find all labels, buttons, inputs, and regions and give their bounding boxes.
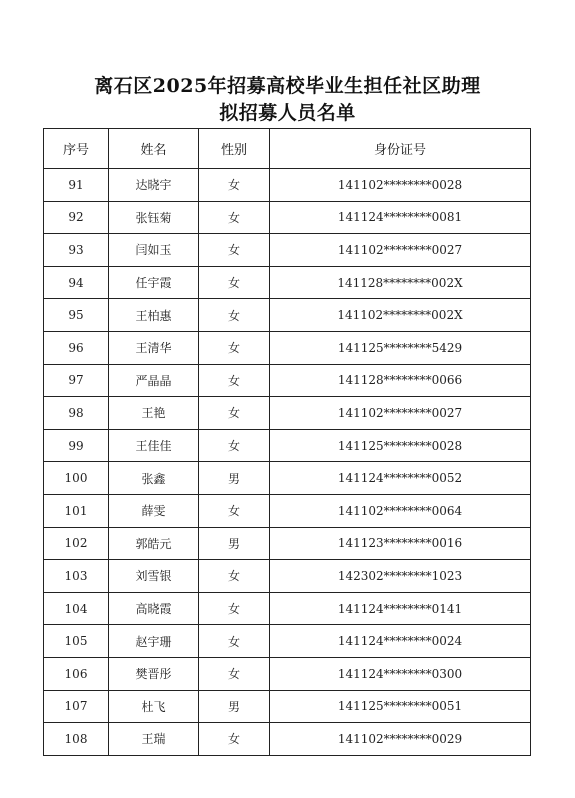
cell-gender: 女 [199,397,270,430]
table-row [44,429,531,462]
table-row [44,494,531,527]
cell-name: 王艳 [109,397,199,430]
cell-id-number: 141124********0081 [270,201,531,234]
cell-gender: 女 [199,234,270,267]
cell-name: 刘雪银 [109,560,199,593]
cell-name: 任宇霞 [109,266,199,299]
cell-id-number: 141124********0024 [270,625,531,658]
table-row [44,234,531,267]
header-name: 姓名 [109,129,199,169]
cell-serial-number: 108 [44,723,109,756]
cell-gender: 女 [199,723,270,756]
cell-id-number: 141102********0064 [270,494,531,527]
table-row [44,723,531,756]
header-id-number: 身份证号 [270,129,531,169]
cell-id-number: 142302********1023 [270,560,531,593]
cell-serial-number: 92 [44,201,109,234]
cell-id-number: 141125********0051 [270,690,531,723]
table-body [44,169,531,756]
document-title: 离石区2025年招募高校毕业生担任社区助理 [94,75,481,97]
cell-name: 郭皓元 [109,527,199,560]
table-row [44,397,531,430]
cell-name: 王瑞 [109,723,199,756]
cell-name: 赵宇珊 [109,625,199,658]
table-row [44,299,531,332]
table-row [44,625,531,658]
cell-id-number: 141128********002X [270,266,531,299]
table-header-row [44,129,531,169]
table-row [44,592,531,625]
cell-id-number: 141102********002X [270,299,531,332]
cell-serial-number: 102 [44,527,109,560]
table-row [44,201,531,234]
cell-serial-number: 99 [44,429,109,462]
cell-serial-number: 94 [44,266,109,299]
cell-name: 张钰菊 [109,201,199,234]
cell-serial-number: 96 [44,331,109,364]
cell-serial-number: 98 [44,397,109,430]
cell-id-number: 141128********0066 [270,364,531,397]
cell-gender: 女 [199,299,270,332]
cell-name: 张鑫 [109,462,199,495]
cell-gender: 女 [199,625,270,658]
cell-gender: 男 [199,462,270,495]
cell-name: 薛雯 [109,494,199,527]
cell-serial-number: 95 [44,299,109,332]
cell-serial-number: 100 [44,462,109,495]
cell-gender: 男 [199,527,270,560]
cell-serial-number: 103 [44,560,109,593]
table-row [44,657,531,690]
cell-id-number: 141124********0141 [270,592,531,625]
cell-id-number: 141124********0300 [270,657,531,690]
cell-gender: 女 [199,169,270,202]
cell-serial-number: 107 [44,690,109,723]
document-subtitle: 拟招募人员名单 [219,102,356,124]
header-serial-number: 序号 [44,129,109,169]
cell-gender: 女 [199,331,270,364]
cell-name: 王佳佳 [109,429,199,462]
cell-serial-number: 105 [44,625,109,658]
cell-serial-number: 104 [44,592,109,625]
cell-id-number: 141125********0028 [270,429,531,462]
cell-name: 闫如玉 [109,234,199,267]
cell-name: 王清华 [109,331,199,364]
cell-gender: 女 [199,592,270,625]
cell-name: 达晓宇 [109,169,199,202]
cell-id-number: 141102********0028 [270,169,531,202]
cell-gender: 女 [199,494,270,527]
cell-serial-number: 93 [44,234,109,267]
cell-name: 樊晋彤 [109,657,199,690]
cell-gender: 男 [199,690,270,723]
table-row [44,462,531,495]
cell-serial-number: 97 [44,364,109,397]
cell-gender: 女 [199,201,270,234]
table-row [44,169,531,202]
cell-serial-number: 106 [44,657,109,690]
table-row [44,527,531,560]
cell-gender: 女 [199,364,270,397]
roster-table [43,128,531,756]
cell-id-number: 141102********0027 [270,234,531,267]
cell-name: 高晓霞 [109,592,199,625]
table-row [44,560,531,593]
cell-gender: 女 [199,560,270,593]
cell-gender: 女 [199,657,270,690]
cell-name: 严晶晶 [109,364,199,397]
cell-id-number: 141102********0027 [270,397,531,430]
cell-serial-number: 101 [44,494,109,527]
cell-name: 王柏惠 [109,299,199,332]
cell-gender: 女 [199,429,270,462]
cell-id-number: 141125********5429 [270,331,531,364]
cell-gender: 女 [199,266,270,299]
cell-serial-number: 91 [44,169,109,202]
table-row [44,364,531,397]
cell-name: 杜飞 [109,690,199,723]
table-row [44,266,531,299]
cell-id-number: 141123********0016 [270,527,531,560]
table-row [44,690,531,723]
table-row [44,331,531,364]
cell-id-number: 141124********0052 [270,462,531,495]
header-gender: 性别 [199,129,270,169]
cell-id-number: 141102********0029 [270,723,531,756]
